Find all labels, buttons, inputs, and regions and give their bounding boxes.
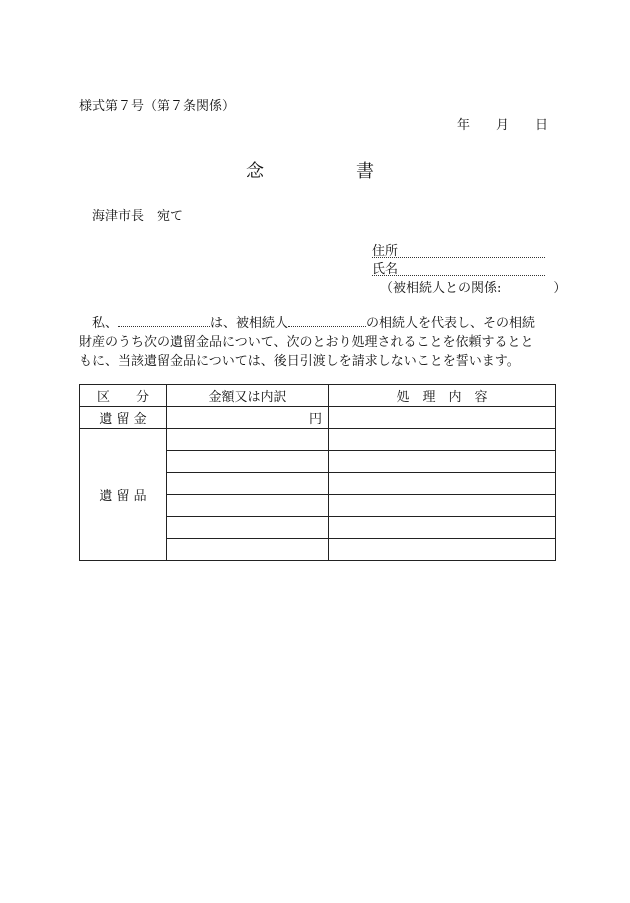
money-amount-cell[interactable] bbox=[167, 407, 329, 429]
body-line1-c: の相続人を代表し、その相続 bbox=[366, 316, 536, 331]
addressee: 海津市長 宛て bbox=[92, 209, 184, 224]
relation-close: ） bbox=[553, 281, 567, 296]
body-line-2: 財産のうち次の遺留金品について、次のとおり処理されることを依頼するとと bbox=[79, 335, 534, 350]
item-processing-cell[interactable] bbox=[329, 429, 556, 451]
name-label: 氏名 bbox=[372, 262, 399, 277]
item-processing-cell[interactable] bbox=[329, 451, 556, 473]
date-line bbox=[457, 114, 548, 133]
header-category: 区 分 bbox=[80, 385, 167, 407]
item-detail-cell[interactable] bbox=[167, 539, 329, 561]
item-processing-cell[interactable] bbox=[329, 473, 556, 495]
items-label: 遺 留 品 bbox=[80, 429, 167, 561]
body-line-1 bbox=[79, 313, 535, 333]
table-header-row bbox=[80, 385, 556, 407]
yen-unit: 円 bbox=[308, 412, 322, 427]
date-year: 年 bbox=[457, 118, 471, 133]
money-label: 遺 留 金 bbox=[80, 407, 167, 429]
item-detail-cell[interactable] bbox=[167, 495, 329, 517]
header-amount: 金額又は内訳 bbox=[167, 385, 329, 407]
header-processing: 処 理 内 容 bbox=[329, 385, 556, 407]
title-part2: 書 bbox=[356, 161, 374, 182]
item-processing-cell[interactable] bbox=[329, 539, 556, 561]
document-title bbox=[246, 157, 374, 183]
pledge-body bbox=[79, 313, 535, 371]
date-month: 月 bbox=[496, 118, 510, 133]
address-label: 住所 bbox=[372, 244, 399, 259]
relation-field[interactable] bbox=[380, 277, 566, 296]
title-part1: 念 bbox=[246, 161, 264, 182]
item-detail-cell[interactable] bbox=[167, 429, 329, 451]
form-number: 様式第７号（第７条関係） bbox=[79, 99, 236, 114]
date-day: 日 bbox=[535, 118, 549, 133]
body-line1-a: 私、 bbox=[92, 316, 119, 331]
item-detail-cell[interactable] bbox=[167, 517, 329, 539]
estate-items-table bbox=[79, 384, 556, 561]
representative-name-blank[interactable] bbox=[118, 313, 210, 327]
money-row bbox=[80, 407, 556, 429]
item-processing-cell[interactable] bbox=[329, 517, 556, 539]
address-field[interactable] bbox=[372, 240, 545, 258]
item-detail-cell[interactable] bbox=[167, 473, 329, 495]
item-processing-cell[interactable] bbox=[329, 495, 556, 517]
relation-label: （被相続人との関係: bbox=[380, 281, 502, 296]
table-row bbox=[80, 429, 556, 451]
item-detail-cell[interactable] bbox=[167, 451, 329, 473]
body-line-3: もに、当該遺留金品については、後日引渡しを請求しないことを誓います。 bbox=[79, 354, 520, 369]
name-field[interactable] bbox=[372, 258, 545, 276]
decedent-name-blank[interactable] bbox=[288, 313, 366, 327]
money-processing-cell[interactable] bbox=[329, 407, 556, 429]
body-line1-b: は、被相続人 bbox=[210, 316, 289, 331]
